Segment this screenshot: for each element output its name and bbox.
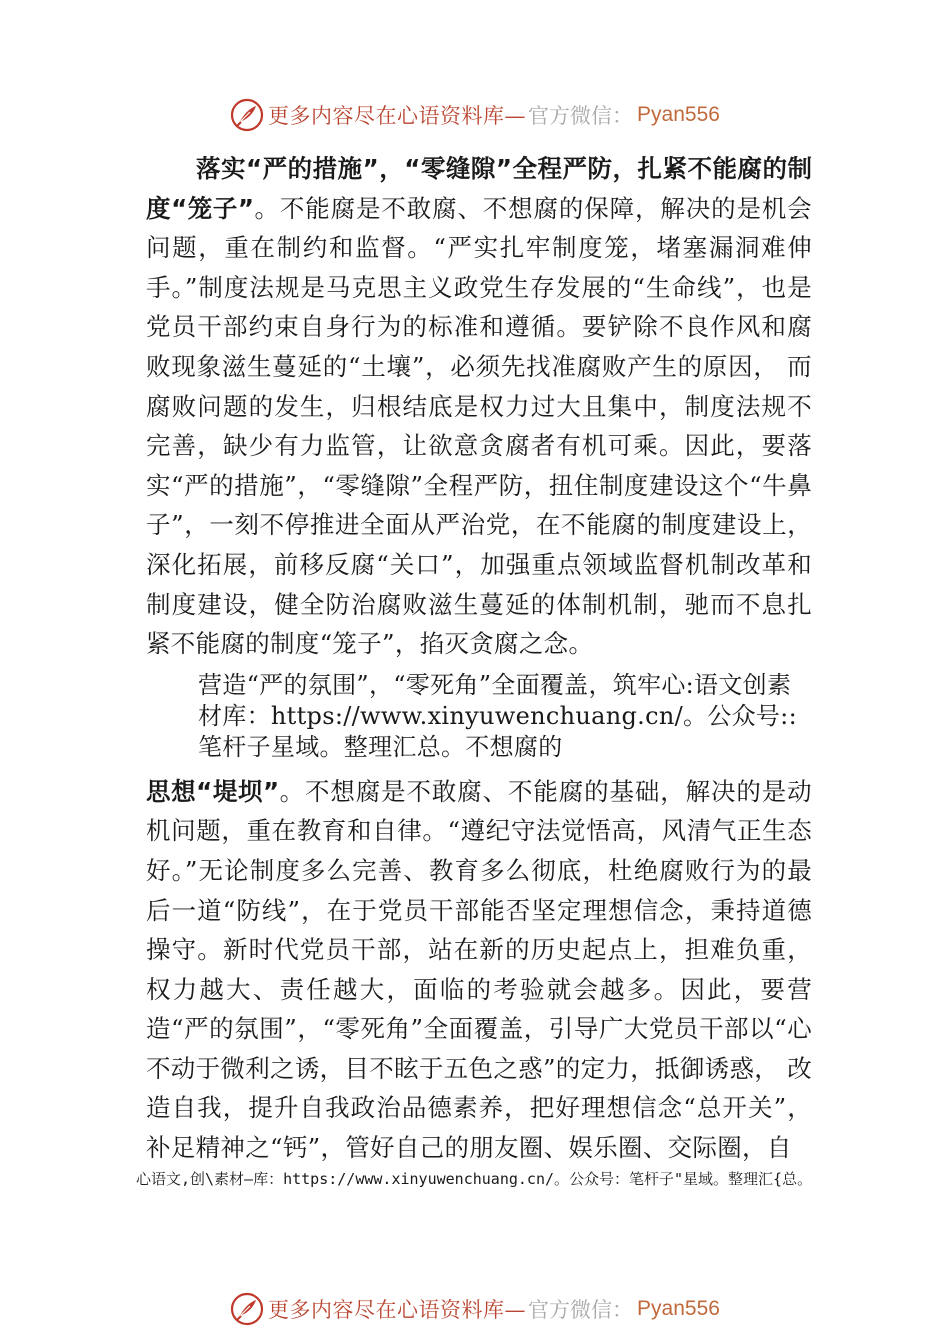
document-body — [146, 149, 812, 1168]
header-banner — [0, 92, 950, 138]
footer-note: 心语文,创\素材—库：https://www.xinyuwenchuang.cn/。公众号：笔杆子"星域。整理汇{总。 — [136, 1170, 813, 1188]
section-1-heading: 落实“严的措施”，“零缝隙”全程严防，扎紧不能腐的制度“笼子” — [146, 154, 812, 223]
banner-text: 更多内容尽在心语资料库— — [268, 1298, 527, 1322]
section-2-body: 。不想腐是不敢腐、不能腐的基础，解决的是动机问题，重在教育和自律。“遵纪守法觉悟高，风清气正生态好。”无论制度多么完善、教育多么彻底，杜绝腐败行为的最后一道“防线”，在于党员干部能否坚定理想信念，秉持道德操守。新时代党员干部，站在新的历史起点上，担难负重， 权力越大、责任越大，面临的考验就会越多。因此，要营造“严的氛围”，“零死角”全面覆盖，引导广大党员干部以“心不动于微利之诱，目不眩于五色之惑”的定力，抵御诱惑， 改造自我，提升自我政治品德素养，把好理想信念“总开关”，补足精神之“钙”，管好自己的朋友圈、娱乐圈、交际圈，自 — [146, 776, 812, 1163]
section-2-intro: 营造“严的氛围”，“零死角”全面覆盖，筑牢心:语文创素材库：https://www.xinyuwenchuang.cn/。公众号::笔杆子星域。整理汇总。不想腐的 — [198, 670, 797, 761]
banner-wechat-id: Pyan556 — [637, 103, 720, 126]
banner-text: 更多内容尽在心语资料库— — [268, 104, 527, 128]
feather-pen-logo-icon — [230, 1292, 264, 1326]
banner-wechat-id: Pyan556 — [637, 1297, 720, 1320]
banner-wechat-label: 官方微信： — [528, 1298, 634, 1322]
banner-wechat-label: 官方微信： — [528, 104, 634, 128]
feather-pen-logo-icon — [230, 98, 264, 132]
section-2-paragraph — [146, 772, 812, 1168]
section-2-heading: 思想“堤坝” — [146, 776, 280, 806]
footer-banner — [0, 1286, 950, 1332]
section-1-body: 。不能腐是不敢腐、不想腐的保障，解决的是机会问题，重在制约和监督。“严实扎牢制度笼，堵塞漏洞难伸手。”制度法规是马克思主义政党生存发展的“生命线”，也是党员干部约束自身行为的标准和遵循。要铲除不良作风和腐败现象滋生蔓延的“土壤”，必须先找准腐败产生的原因， 而腐败问题的发生，归根结底是权力过大且集中，制度法规不完善，缺少有力监管，让欲意贪腐者有机可乘。因此，要落实“严的措施”，“零缝隙”全程严防，扭住制度建设这个“牛鼻子”，一刻不停推进全面从严治党，在不能腐的制度建设上，深化拓展，前移反腐“关口”，加强重点领域监督机制改革和制度建设，健全防治腐败滋生蔓延的体制机制，驰而不息扎紧不能腐的制度“笼子”，掐灭贪腐之念。 — [146, 193, 812, 659]
section-1-paragraph — [146, 149, 812, 664]
